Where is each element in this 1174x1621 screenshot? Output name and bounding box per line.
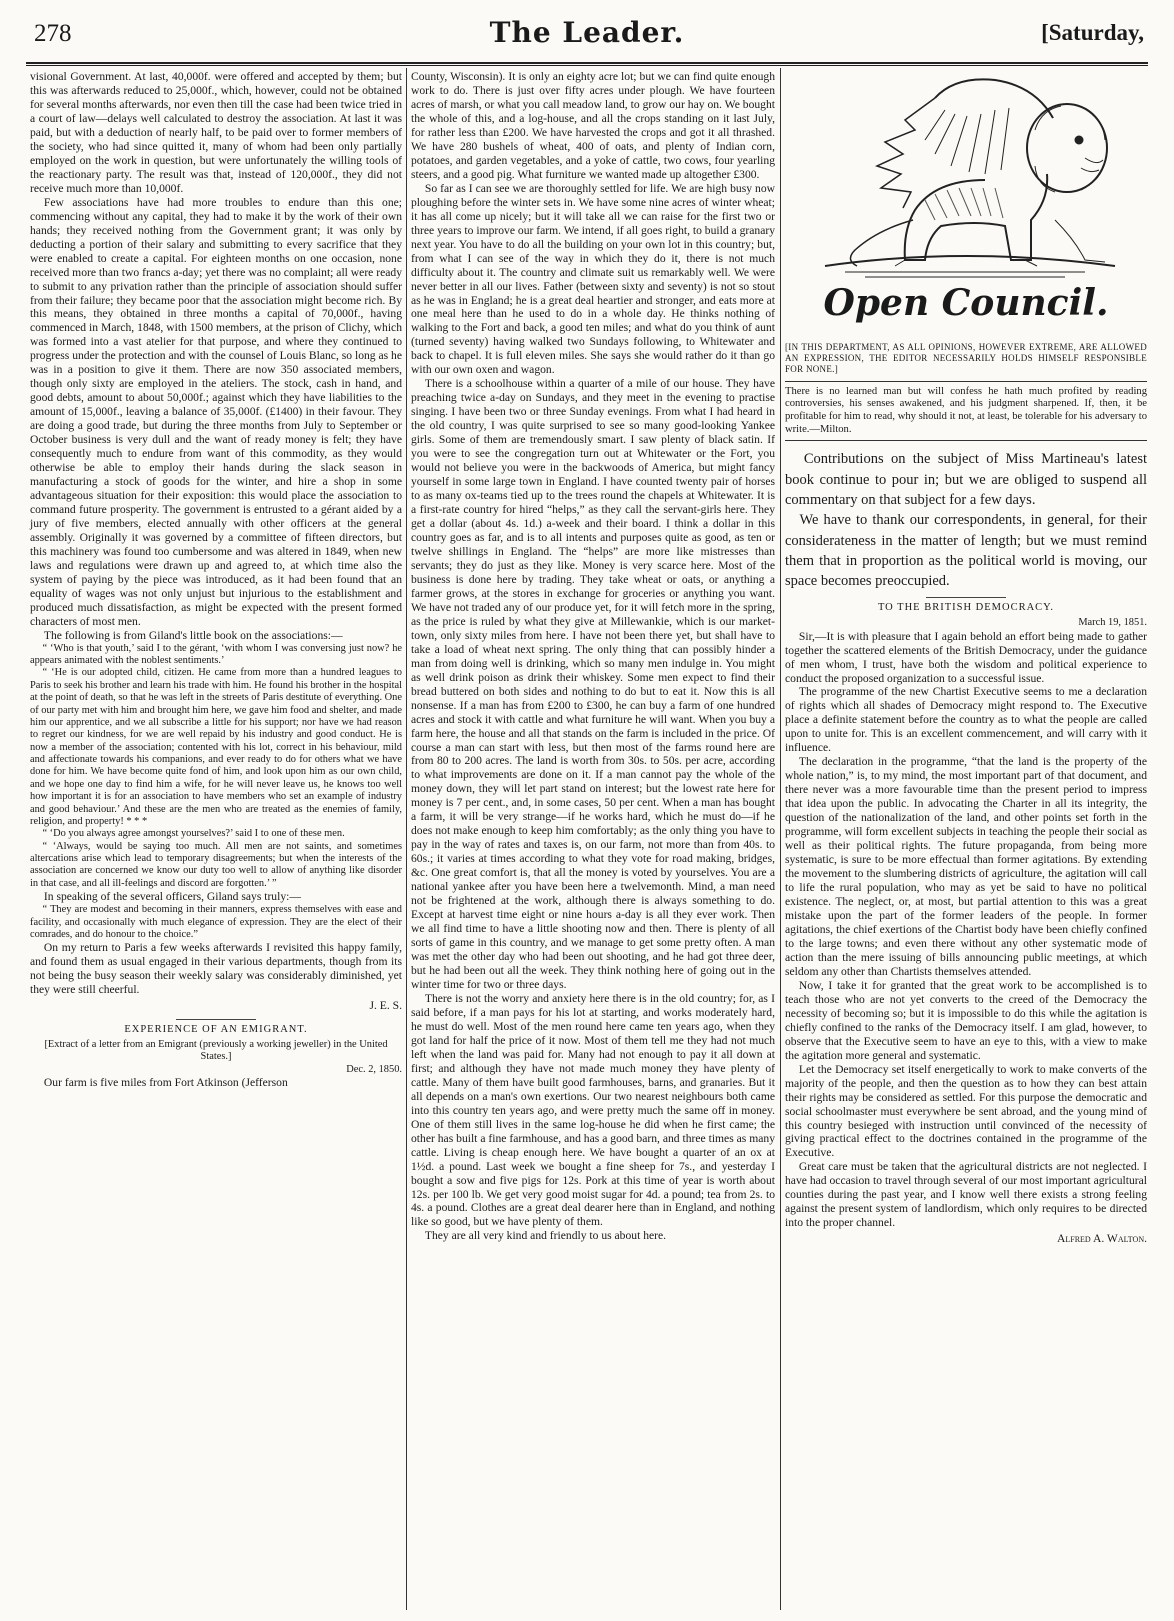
letter-signature: Alfred A. Walton. [1057, 1232, 1147, 1246]
quote-paragraph: “ ‘Do you always agree amongst yourselves?’ said I to one of these men. [42, 828, 345, 840]
paragraph: Contributions on the subject of Miss Martineau's latest book continue to pour in; but we are obliged to suspend all commentary on that subject for a few days. [785, 451, 1147, 508]
article-subheading: [Extract of a letter from an Emigrant (previously a working jeweller) in the United States.] [44, 1038, 388, 1063]
paragraph: Our farm is five miles from Fort Atkinson (Jefferson [43, 1076, 288, 1090]
paragraph: Few associations have had more troubles to endure than this one; commencing without any capital, they had to make it by the work of their own hands; they received nothing from the Government grant; it was only by deducting a portion of their salary and submitting to every sacrifice that they were enabled to create a capital. For eighteen months on one occasion, none received more than two francs a-day; yet there was no complaint; all were ready to submit to any privation rather than the principle of association should suffer from their failure; they became poor that the association might become rich. By this means, they obtained in three months a capital of 70,000f., having commenced in March, 1848, with 1500 members, at the prison of Clichy, which was formed into a vast atelier for that purpose, and where they continued to progress under the protection and with the counsel of Louis Blanc, so long as he was in a position to give it them. There are now 350 associated members, though only sixty are employed in the ateliers. The stock, cash in hand, and good debts, amount to about 50,000f.; against which they have liabilities to the amount of 15,000f., leaving a balance of 35,000f. (£1400) in their favour. They are doing a good trade, but during the three months from July to September or October business is very dull and the want of ready money is felt; they have consequently much to endure from want of this commodity, as they would otherwise be able to employ their hands during the slack season in manufacturing a stock of goods for the winter, and hire a shop in some advantageous situation for their exposition: this would place the association to command future prosperity. The government is entrusted to a gérant aided by a jury of five members, elected annually with other officers at the general assembly. Originally it was governed by a committee of fifteen directors, but this machinery was found too cumbersome and was altered in 1849, when new laws and regulations were drawn up and agreed to, at which time also the system of paying by the piece was introduced, as it had been found that an equality of wages was not only unjust but injurious to the establishment and produced much dissatisfaction, as might be expected with the present formed characters of most men. [30, 195, 402, 628]
quote-paragraph: “ ‘Who is that youth,’ said I to the gérant, ‘with whom I was conversing just now? he appears animated with the noblest sentiments.’ [30, 642, 402, 667]
epigraph [785, 381, 1147, 442]
section-title: Open Council. [823, 282, 1109, 324]
editorial-notes [785, 449, 1147, 591]
paragraph: On my return to Paris a few weeks afterwards I revisited this happy family, and found them as usual engaged in their various departments, though from its not being the busy season their weekly salary was considerably diminished, yet they were still cheerful. [30, 941, 402, 997]
epigraph-text: There is no learned man but will confess he hath much profited by reading controversies, his senses awakened, and his judgment sharpened. If, then, it be profitable for him to read, why should it not, at least, be tolerable for his adversary to write.—Milton. [785, 385, 1147, 435]
separator [176, 1019, 256, 1020]
editor-notice: [IN THIS DEPARTMENT, AS ALL OPINIONS, HOWEVER EXTREME, ARE ALLOWED AN EXPRESSION, THE EDITOR NECESSARILY HOLDS HIMSELF RESPONSIBLE FOR NONE.] [785, 342, 1147, 374]
column-divider [406, 68, 407, 1610]
paragraph: There is not the worry and anxiety here there is in the old country; for, as I said before, if a man pays for his lot at starting, and works moderately hard, he must do well. Most of the men round here came ten years ago, when they got land for half the price of it now. Most of them tell me they had not much left when the land was paid for. Many had not enough to pay it all down at first; and although they have not made much money they have plenty of cattle. Many of them have built good farmhouses, barns, and granaries. But it all depends on a man's own exertions. Our two nearest neighbours both came into this country ten years ago, and were pretty much the same off in money. One of them still lives in the same log-house he did when he first came; the other has built a fine farmhouse, and has a good barn, and three times as many cattle. Living is cheap enough here. We have bought a quarter of an ox at 1½d. a pound. Last week we bought a fine sheep for 7s., and yesterday I bought a sow and five pigs for 12s. Pork at this time of year is worth about 12s. per 100 lb. We get very good moist sugar for 4d. a pound; tea from 2s. to 4s. a pound. Clothes are a great deal dearer here than in England, and nothing like so good, but we have plenty of them. [411, 991, 775, 1229]
article-heading: EXPERIENCE OF AN EMIGRANT. [124, 1024, 308, 1036]
column-divider [780, 68, 781, 1610]
paragraph: County, Wisconsin). It is only an eighty acre lot; but we can find quite enough work to do. There is just over fifty acres under plough. We have fourteen acres of marsh, or what you call meadow land, to grow our hay on. We bought the whole of this, and a log-house, and all the crops standing on it last July, for rather less than £200. We have harvested the crops and got it all thrashed. We have 280 bushels of wheat, 400 of oats, and plenty of Indian corn, potatoes, and garden vegetables, and a yoke of cattle, two cows, four yearling steers, and a good pig. What furniture we wanted made up altogether £300. [411, 70, 775, 181]
paragraph: The declaration in the programme, “that the land is the property of the whole nation,” is, to my mind, the most important part of that document, and there never was a more favourable time than the present period to impress that idea upon the public. In advocating the Charter in all its integrity, the question of the nationalization of the land, and other points set forth in the programme, will form excellent subjects in teaching the people their social as well as their political rights. The future propaganda, from being more systematic, is sure to be more effectual than former agitations. By extending the movement to the slumbering districts of agriculture, the agitation will call to life the rural population, who may as yet be said to have no political existence. The neglect, or, at most, but partial attention to this was a great mistake upon the part of the former leaders of the people. In former agitations, the chief exertions of the Chartist body have been chiefly confined to the large towns; and even there without any other systematic mode of action than the mere issuing of bills announcing public meetings, at which seldom any other than Chartists themselves attended. [785, 755, 1147, 978]
signature: J. E. S. [369, 999, 402, 1013]
header-rule [26, 62, 1148, 64]
paragraph: We have to thank our correspondents, in general, for their considerateness in the matter of length; but we must remind them that in proportion as the political world is moving, our space becomes preoccupied. [785, 512, 1147, 590]
quote-paragraph: “ ‘Always, would be saying too much. All men are not saints, and sometimes altercations arise which lead to temporary disagreements; but when the interests of the association are concerned we know our duty too well to allow of anything like disorder in that case, and all ill-feelings and discord are forgotten.’ ” [30, 840, 402, 889]
paragraph: There is a schoolhouse within a quarter of a mile of our house. They have preaching twice a-day on Sundays, and they meet in the evening to practise singing. I have been two or three Sunday evenings. From what I had heard in the old country, I was quite surprised to see so many good-looking Yankee girls. Some of them are tremendously smart. I saw plenty of black satin. If you were to see the congregation turn out at Whitewater or the Fort, you would not believe you were in the backwoods of America, but might fancy yourself in some large town in England. I have counted twenty pair of horses to as many ox-teams tied up to the trees round the chapels at Whitewater. It is a first-rate country for hired “helps,” as they call the servant-girls here. They get a dollar (about 4s. 1d.) a-week and their board. I think a dollar in this country goes as far, and is to all intents and purposes quite as good, as ten or twelve shillings in England. The “helps” are more like mistresses than servants; they do just as they like. Money is very scarce here. Most of the business is done here by trading. They take wheat or oats, or anything a farmer grows, at the stores in exchange for groceries or anything you want. We have not traded any of our produce yet, for it will fetch more in the spring, as the price is ruled by what they give at Millewankie, which is our market-town, only sixty miles from here. I have not been there yet, but shall have to take a load of wheat next spring. The only thing that can possibly hinder a man from doing well is drinking, which so many men indulge in. You might as well drink poison as drink their whiskey. Some men expect to find their bread buttered on both sides and nothing to do but to eat it. Now this is all nonsense. If a man has from £200 to £300, he can buy a farm of one hundred acres and stock it with cattle and what furniture he will want. When you buy a farm here, the house and all that stands on the farm is included in the price. Of course a man can start with less, but then most of the farms round here are from 80 to 200 acres. The land is worth from 30s. to 50s. per acre, according to what improvements are done on it. If a man cannot pay the whole of the money down, they will let part stand on interest; but the lowest rate here for money is 7 per cent., and, in some cases, 50 per cent. When a man has bought a farm, it will be very strange—if he works hard, which he must do—if he does not make enough to keep him comfortably; as the only thing you have to pay in the way of rates and taxes is, on our farm, not more than from 40s. to 60s.; it varies at times according to what they vote for road making, bridges, &c. One great comfort is, that all the money is voted by yourselves. You are a national yankee after you have been here a twelvemonth. Mind, a man need not be frightened at the work, although there is always something to do. Except at harvest time eight or nine hours a-day is all they ever work. Then we all find time to have a little shooting now and then. There is plenty of all sorts of game in this country, and we manage to get some pretty often. A man was met the other day who had been out shooting, and he had got three deer, but he had been out all the week. They think nothing here of going out in the winter time for two or three days. [411, 377, 775, 991]
column-3 [785, 70, 1147, 1246]
paragraph: Let the Democracy set itself energetically to work to make converts of the majority of the people, and then the question as to how they can best attain their rights may be considered as settled. For this purpose the democratic and social schoolmaster must everywhere be sent abroad, and the young mind of this country besieged with instruction until convinced of the necessity of giving practical effect to the doctrines contained in the programme of the Executive. [785, 1062, 1147, 1160]
paragraph: Sir,—It is with pleasure that I again behold an effort being made to gather together the scattered elements of the British Democracy, under the guidance of men whom, I trust, have both the wisdom and political experience to conduct the proposed organization to a successful issue. [785, 629, 1147, 685]
article-date: Dec. 2, 1850. [346, 1063, 402, 1075]
header-rule-thin [26, 65, 1148, 66]
paragraph: The following is from Giland's little book on the associations:— [43, 628, 343, 642]
page-number: 278 [34, 20, 72, 47]
paragraph: Great care must be taken that the agricultural districts are not neglected. I have had occasion to travel through several of our most important agricultural counties during the past year, and I know well there exists a strong feeling against the present system of landlordism, which only requires to be directed into the proper channel. [785, 1160, 1147, 1230]
letter-heading: TO THE BRITISH DEMOCRACY. [877, 602, 1055, 614]
masthead: The Leader. [489, 16, 685, 49]
page-header [26, 14, 1148, 58]
paragraph: They are all very kind and friendly to us about here. [424, 1229, 667, 1243]
separator [926, 597, 1006, 598]
issue-day: [Saturday, [1041, 20, 1144, 45]
quote-paragraph: “ They are modest and becoming in their manners, express themselves with ease and facility, and occasionally with much elegance of expression. They are the elect of their comrades, and do honour to the choice.” [30, 904, 402, 940]
column-1 [30, 70, 402, 1090]
paragraph: Now, I take it for granted that the great work to be accomplished is to teach those who are not yet converts to the creed of the Democracy the necessity of becoming so; but it is impossible to do this while the agitation is chiefly confined to the ranks of the Democracy itself. I am glad, however, to observe that the Executive seem to have an eye to this, with a view to make the agitation more general and systematic. [785, 978, 1147, 1062]
quote-paragraph: “ ‘He is our adopted child, citizen. He came from more than a hundred leagues to Paris to seek his brother and learn his trade with him. He found his brother in the hospital at the point of death, so that he was left in the streets of Paris destitute of everything. One of our party met with him and brought him here, we gave him food and shelter, and made him our apprentice, and we all subscribe a little for his support; nor have we had reason to regret our kindness, for we are well repaid by his industry and good conduct. He is now a member of the association; contented with his lot, correct in his behaviour, mild and affectionate towards his companions, and ever ready to do for others what we have done for him. We have become quite fond of him, and look upon him as our own child, and we hope one day to find him a wife, for he will never leave us, he knows too well how important it is for an association to have members who set an example of industry and good behaviour.’ And these are the men who are treated as the enemies of family, religion, and property! * * * [30, 667, 402, 827]
paragraph: visional Government. At last, 40,000f. were offered and accepted by them; but this was afterwards reduced to 25,000f., which, however, could not be obtained for several months afterwards, nor even then till the case had been twice tried in a court of law—delays well calculated to destroy the association. At last it was paid, but with a deduction of nearly half, to be paid over to former members of the society, who had since quitted it, many of whom had been only partially employed on the work in question, but were unfortunately the willing tools of the reactionary party. The result was that, instead of 120,000f., they did not receive much more than 10,000f. [30, 70, 402, 195]
paragraph: In speaking of the several officers, Giland says truly:— [43, 890, 301, 904]
paragraph: The programme of the new Chartist Executive seems to me a declaration of rights which all shades of Democracy might respond to. The Executive place a definite statement before the country as to what the people are called upon to unite for. This is an excellent commencement, and will carry with it influence. [785, 685, 1147, 755]
open-council-illustration [785, 70, 1147, 340]
paragraph: So far as I can see we are thoroughly settled for life. We are high busy now ploughing before the winter sets in. We have some nine acres of winter wheat; it has all come up nicely; but it will take all we can raise for the first two or three years to improve our farm. We intend, if all goes right, to build a granary next year. You have to do all the building on your own lot in this country; but, from what I can see of the way in which they do it, there is not much difficulty about it. The country and climate suit us remarkably well. We were never better in all our lives. Father (between sixty and seventy) is not so stout as he was in England; he is a great deal heartier and stronger, and eats more at one meal here than he used to do in a whole day. He thinks nothing of walking to the Fort and back, a good ten miles; and what do you think of aunt (turned seventy) having walked two Sundays following, to Whitewater and back to chapel. It is full eleven miles. She says she would rather do it than go with our own oxen and wagon. [411, 181, 775, 377]
letter-date: March 19, 1851. [1078, 617, 1147, 629]
column-2 [411, 70, 775, 1243]
